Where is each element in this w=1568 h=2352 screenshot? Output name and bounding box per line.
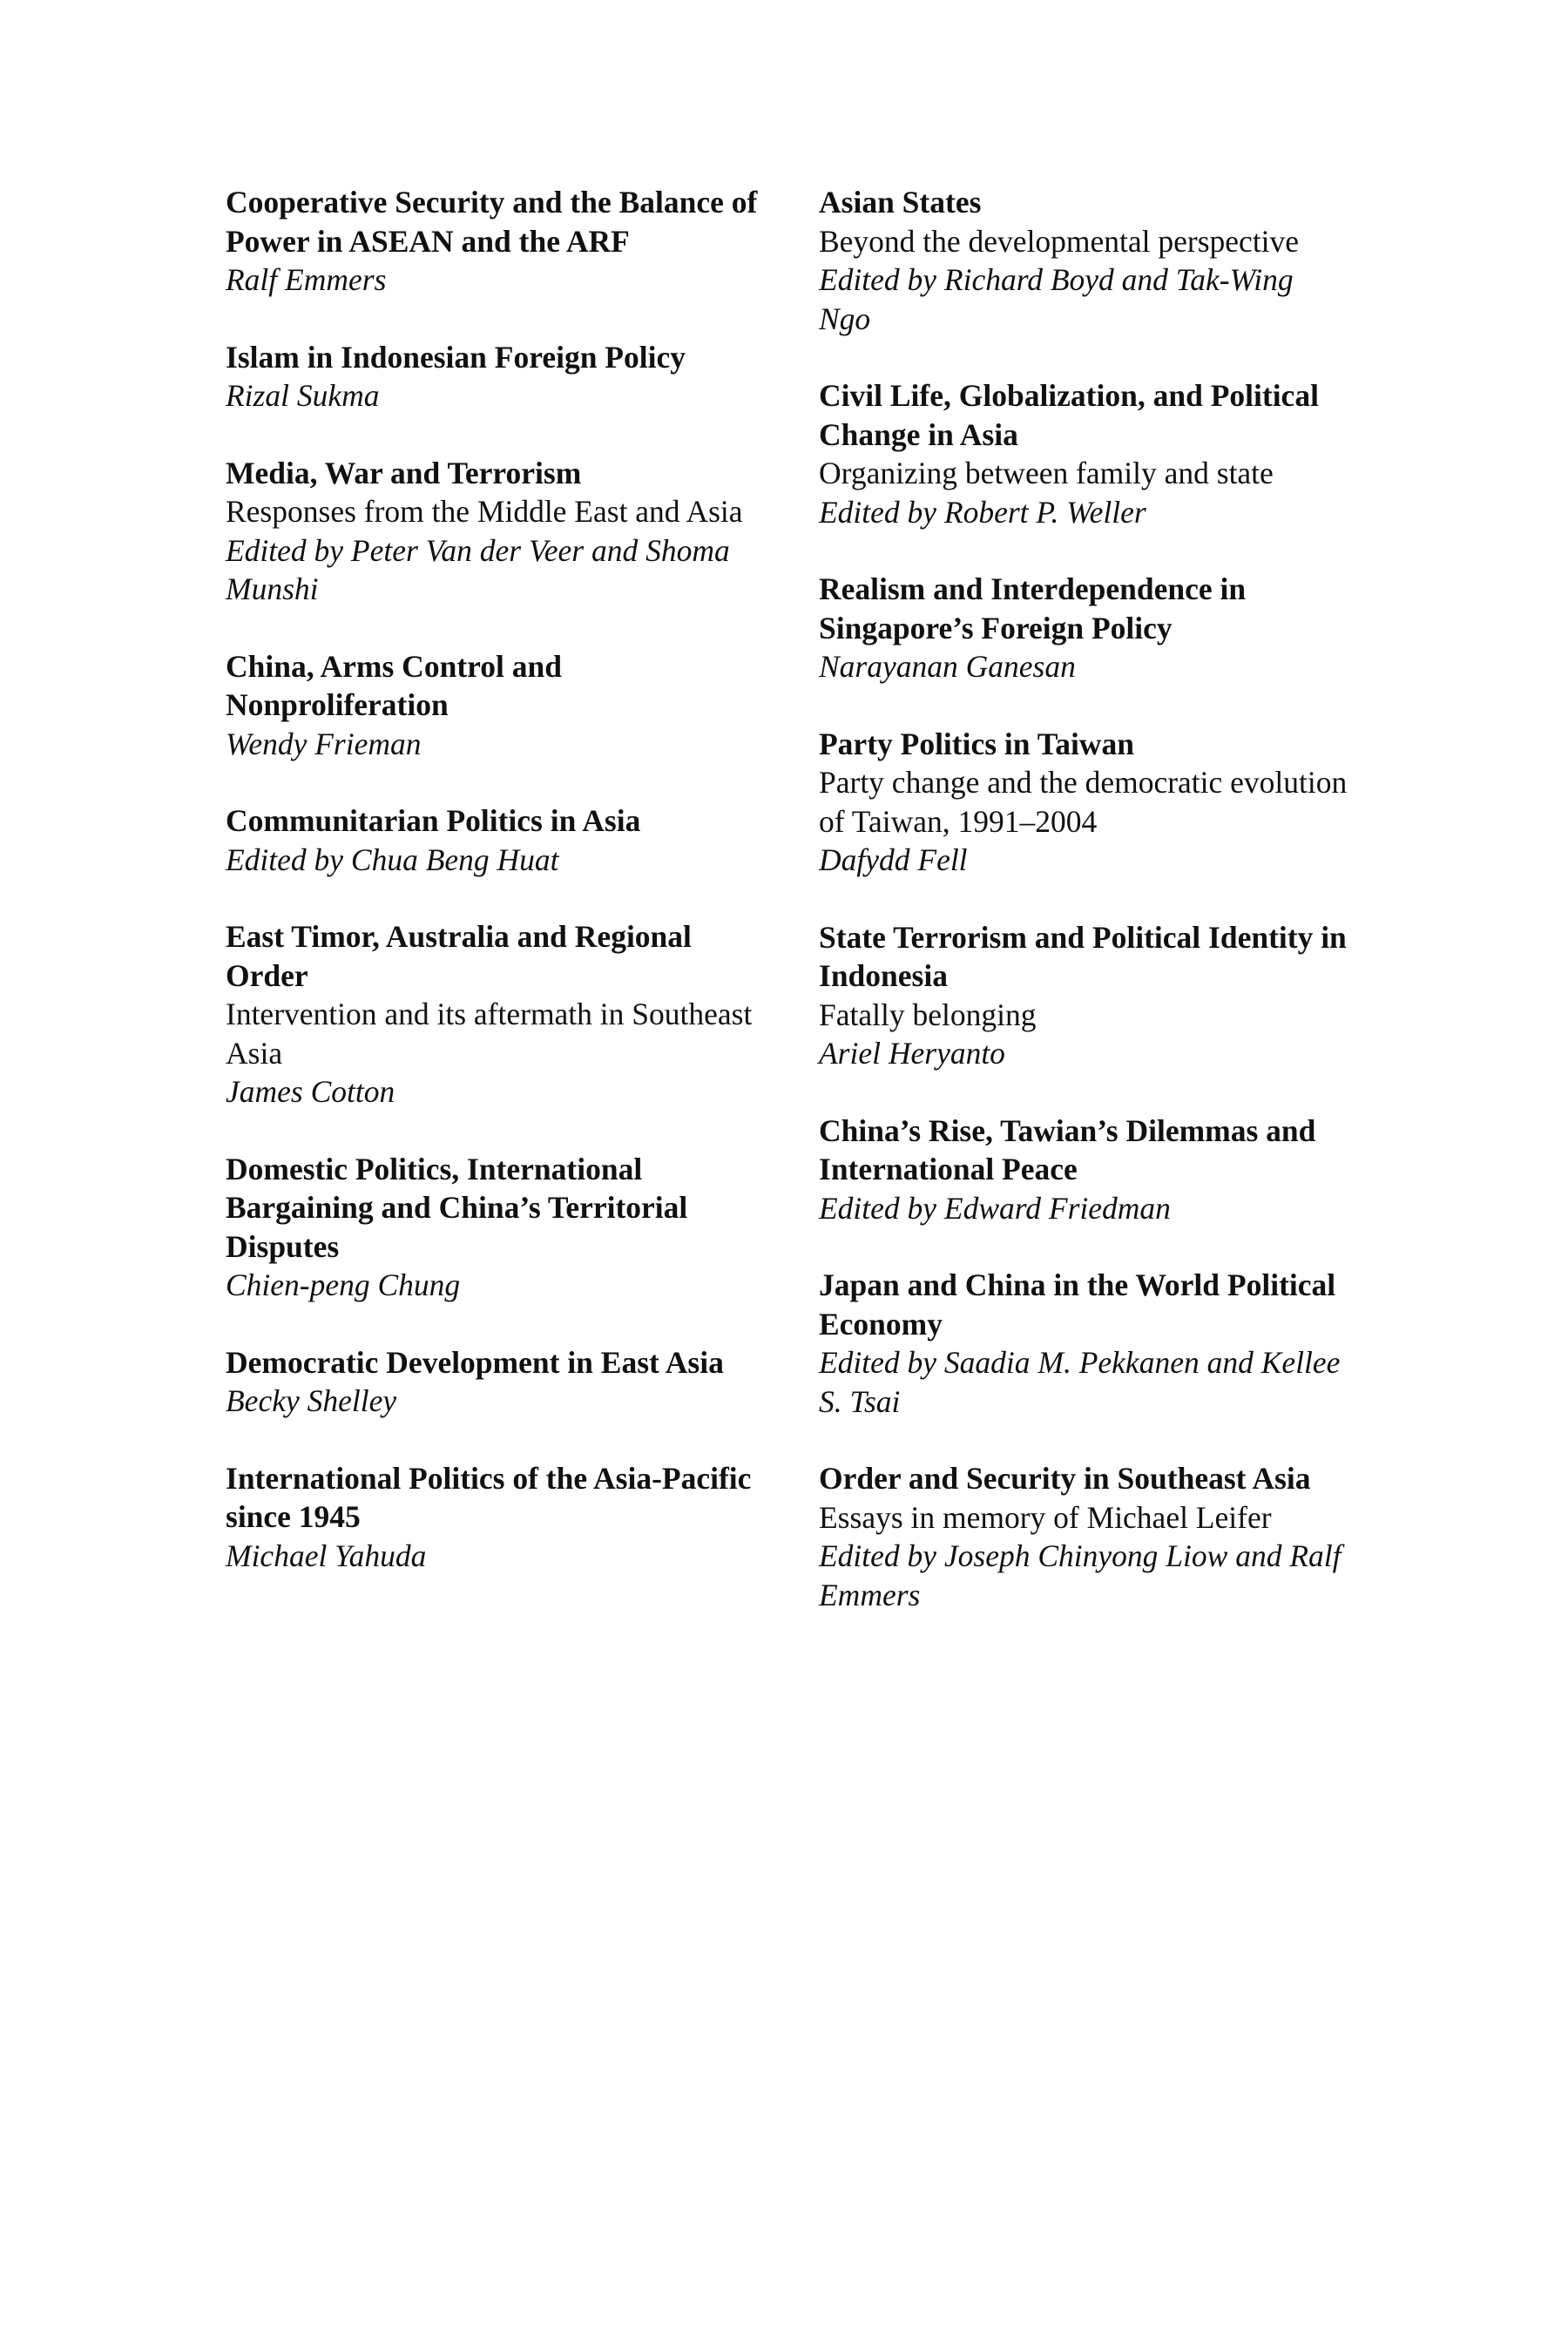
book-title-line: Islam in Indonesian Foreign Policy [226, 339, 686, 375]
book-author-line: Edited by Robert P. Weller [819, 494, 1146, 530]
book-subtitle-line: Asia [226, 1035, 283, 1071]
book-title-line: Domestic Politics, International [226, 1151, 643, 1186]
book-entry [226, 917, 792, 1112]
book-entry [819, 1459, 1385, 1614]
book-title-line: Party Politics in Taiwan [819, 726, 1134, 761]
book-entry [226, 1343, 792, 1421]
book-entry [226, 801, 792, 879]
book-author-line: Emmers [819, 1577, 921, 1612]
book-title-line: Economy [819, 1306, 943, 1342]
book-author-line: Ralf Emmers [226, 262, 387, 297]
book-list-left-column [226, 183, 792, 1613]
book-author-line: James Cotton [226, 1074, 395, 1109]
book-author-line: Edited by Joseph Chinyong Liow and Ralf [819, 1538, 1342, 1573]
book-title-line: Media, War and Terrorism [226, 455, 582, 490]
book-title-line: Democratic Development in East Asia [226, 1344, 724, 1380]
book-author-line: Ariel Heryanto [819, 1036, 1005, 1071]
book-title-line: Asian States [819, 185, 982, 220]
book-title-line: Disputes [226, 1228, 340, 1264]
book-title-line: China’s Rise, Tawian’s Dilemmas and [819, 1112, 1316, 1148]
book-entry [819, 918, 1385, 1073]
book-subtitle-line: of Taiwan, 1991–2004 [819, 803, 1098, 839]
book-entry [226, 338, 792, 416]
book-title-line: Indonesia [819, 958, 948, 993]
book-entry [226, 183, 792, 300]
book-list-right-column [819, 183, 1385, 1652]
book-author-line: Chien-peng Chung [226, 1267, 461, 1302]
book-author-line: Edited by Richard Boyd and Tak-Wing [819, 262, 1294, 297]
book-author-line: Rizal Sukma [226, 378, 380, 413]
book-title-line: Communitarian Politics in Asia [226, 803, 641, 838]
book-title-line: Order and Security in Southeast Asia [819, 1461, 1311, 1496]
book-author-line: Narayanan Ganesan [819, 649, 1076, 684]
book-title-line: Cooperative Security and the Balance of [226, 185, 758, 220]
book-title-line: International Politics of the Asia-Pacific [226, 1460, 752, 1496]
book-author-line: Dafydd Fell [819, 842, 968, 877]
book-entry [819, 183, 1385, 338]
book-entry [819, 570, 1385, 686]
book-title-line: State Terrorism and Political Identity in [819, 919, 1347, 955]
book-title-line: International Peace [819, 1152, 1078, 1186]
book-author-line: Wendy Frieman [226, 726, 422, 761]
book-author-line: Edited by Edward Friedman [819, 1190, 1171, 1226]
book-title-line: Bargaining and China’s Territorial [226, 1190, 688, 1225]
book-subtitle-line: Fatally belonging [819, 997, 1037, 1032]
book-entry [819, 376, 1385, 531]
book-entry [226, 1459, 792, 1576]
book-author-line: Ngo [819, 301, 871, 336]
book-title-line: since 1945 [226, 1499, 361, 1534]
book-title-line: Nonproliferation [226, 687, 449, 722]
book-subtitle-line: Intervention and its aftermath in Southeast [226, 997, 753, 1031]
book-entry [226, 647, 792, 764]
book-author-line: Michael Yahuda [226, 1538, 427, 1573]
book-title-line: China, Arms Control and [226, 648, 562, 684]
book-author-line: Munshi [226, 571, 319, 606]
book-title-line: Japan and China in the World Political [819, 1267, 1336, 1302]
book-title-line: Realism and Interdependence in [819, 571, 1247, 606]
book-author-line: Becky Shelley [226, 1383, 397, 1418]
book-author-line: Edited by Saadia M. Pekkanen and Kellee [819, 1345, 1341, 1380]
book-title-line: Singapore’s Foreign Policy [819, 610, 1173, 645]
book-title-line: Order [226, 957, 308, 993]
book-author-line: Edited by Chua Beng Huat [226, 841, 559, 877]
book-author-line: S. Tsai [819, 1383, 901, 1419]
book-entry [226, 1150, 792, 1305]
book-title-line: Civil Life, Globalization, and Political [819, 378, 1319, 413]
book-subtitle-line: Essays in memory of Michael Leifer [819, 1499, 1272, 1535]
book-author-line: Edited by Peter Van der Veer and Shoma [226, 532, 730, 568]
book-title-line: East Timor, Australia and Regional [226, 919, 692, 954]
book-entry [226, 454, 792, 609]
book-entry [819, 725, 1385, 880]
book-title-line: Power in ASEAN and the ARF [226, 223, 630, 259]
book-title-line: Change in Asia [819, 416, 1018, 452]
book-entry [819, 1112, 1385, 1228]
book-subtitle-line: Party change and the democratic evolution [819, 765, 1348, 800]
book-subtitle-line: Organizing between family and state [819, 456, 1274, 490]
book-subtitle-line: Beyond the developmental perspective [819, 223, 1300, 259]
book-subtitle-line: Responses from the Middle East and Asia [226, 494, 743, 529]
book-entry [819, 1266, 1385, 1421]
